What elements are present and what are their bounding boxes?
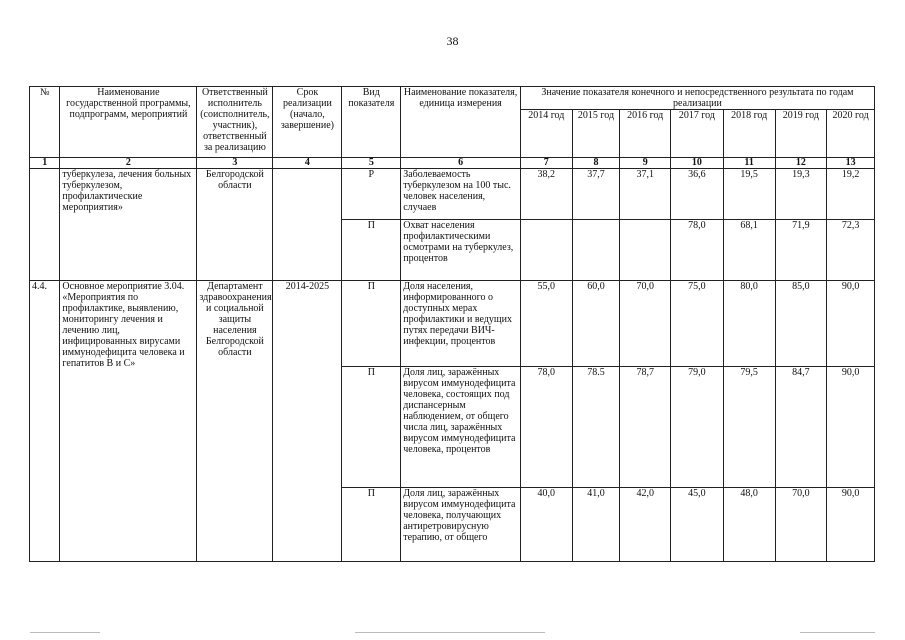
value-cell: 19,5 <box>723 169 775 220</box>
column-number: 3 <box>197 158 273 169</box>
indicator-name-cell: Доля лиц, заражённых вирусом иммунодефицита человека, состоящих под диспансерным наблюдением, от общего числа лиц, заражённых вирусом иммунодефицита человека, процентов <box>401 367 521 488</box>
indicator-name-cell: Доля населения, информированного о доступных мерах профилактики и ведущих путях передачи ВИЧ-инфекции, процентов <box>401 281 521 367</box>
value-cell: 90,0 <box>827 367 875 488</box>
value-cell: 84,7 <box>775 367 827 488</box>
row-number-cell <box>30 169 60 281</box>
value-cell: 79,5 <box>723 367 775 488</box>
value-cell: 55,0 <box>520 281 572 367</box>
year-header: 2018 год <box>723 110 775 158</box>
program-name-cell: Основное мероприятие 3.04. «Мероприятия по профилактике, выявлению, мониторингу лечения и лечению лиц, инфицированных вирусами иммунодефицита человека и гепатитов В и С» <box>60 281 197 562</box>
value-cell: 38,2 <box>520 169 572 220</box>
value-cell: 48,0 <box>723 488 775 562</box>
year-header: 2015 год <box>572 110 620 158</box>
value-cell: 40,0 <box>520 488 572 562</box>
table-header-row <box>30 87 875 110</box>
value-cell: 70,0 <box>775 488 827 562</box>
scan-edge-line <box>355 632 545 633</box>
header-program-name: Наименование государственной программы, подпрограмм, мероприятий <box>60 87 197 158</box>
value-cell: 68,1 <box>723 220 775 281</box>
value-cell: 42,0 <box>620 488 671 562</box>
value-cell: 71,9 <box>775 220 827 281</box>
value-cell <box>572 220 620 281</box>
year-header: 2016 год <box>620 110 671 158</box>
executor-cell: Департамент здравоохранения и социальной защиты населения Белгородской области <box>197 281 273 562</box>
value-cell: 19,3 <box>775 169 827 220</box>
value-cell: 36,6 <box>671 169 724 220</box>
value-cell: 19,2 <box>827 169 875 220</box>
column-numbers-row <box>30 158 875 169</box>
indicator-type-cell: П <box>342 488 401 562</box>
column-number: 10 <box>671 158 724 169</box>
column-number: 4 <box>273 158 342 169</box>
value-cell: 78,7 <box>620 367 671 488</box>
column-number: 12 <box>775 158 827 169</box>
value-cell: 90,0 <box>827 281 875 367</box>
value-cell: 45,0 <box>671 488 724 562</box>
value-cell: 78,0 <box>520 367 572 488</box>
value-cell: 60,0 <box>572 281 620 367</box>
value-cell: 37,7 <box>572 169 620 220</box>
header-indicator-name: Наименование показателя, единица измерения <box>401 87 521 158</box>
year-header: 2019 год <box>775 110 827 158</box>
value-cell: 70,0 <box>620 281 671 367</box>
value-cell: 79,0 <box>671 367 724 488</box>
value-cell: 80,0 <box>723 281 775 367</box>
header-values: Значение показателя конечного и непосредственного результата по годам реализации <box>520 87 874 110</box>
header-number: № <box>30 87 60 158</box>
header-executor: Ответственный исполнитель (соисполнитель, участник), ответственный за реализацию <box>197 87 273 158</box>
indicator-type-cell: П <box>342 281 401 367</box>
value-cell <box>520 220 572 281</box>
header-term: Срок реализации (начало, завершение) <box>273 87 342 158</box>
indicator-type-cell: П <box>342 367 401 488</box>
indicator-type-cell: П <box>342 220 401 281</box>
value-cell <box>620 220 671 281</box>
year-header: 2020 год <box>827 110 875 158</box>
indicator-type-cell: Р <box>342 169 401 220</box>
scan-edge-line <box>30 632 100 633</box>
column-number: 9 <box>620 158 671 169</box>
indicator-name-cell: Заболеваемость туберкулезом на 100 тыс. человек населения, случаев <box>401 169 521 220</box>
value-cell: 72,3 <box>827 220 875 281</box>
indicator-name-cell: Доля лиц, заражённых вирусом иммунодефицита человека, получающих антиретровирусную терапию, от общего <box>401 488 521 562</box>
column-number: 7 <box>520 158 572 169</box>
header-indicator-type: Вид показателя <box>342 87 401 158</box>
year-header: 2014 год <box>520 110 572 158</box>
executor-cell: Белгородской области <box>197 169 273 281</box>
table-row <box>30 169 875 220</box>
value-cell: 41,0 <box>572 488 620 562</box>
column-number: 2 <box>60 158 197 169</box>
scan-edge-line <box>800 632 875 633</box>
row-number-cell: 4.4. <box>30 281 60 562</box>
program-name-cell: туберкулеза, лечения больных туберкулезом, профилактические мероприятия» <box>60 169 197 281</box>
term-cell: 2014-2025 <box>273 281 342 562</box>
term-cell <box>273 169 342 281</box>
value-cell: 37,1 <box>620 169 671 220</box>
value-cell: 90,0 <box>827 488 875 562</box>
column-number: 13 <box>827 158 875 169</box>
page-number: 38 <box>446 34 459 48</box>
value-cell: 78,0 <box>671 220 724 281</box>
year-header: 2017 год <box>671 110 724 158</box>
value-cell: 78.5 <box>572 367 620 488</box>
indicator-name-cell: Охват населения профилактическими осмотрами на туберкулез, процентов <box>401 220 521 281</box>
indicators-table <box>29 86 875 562</box>
value-cell: 75,0 <box>671 281 724 367</box>
column-number: 1 <box>30 158 60 169</box>
column-number: 6 <box>401 158 521 169</box>
table-row <box>30 281 875 367</box>
column-number: 8 <box>572 158 620 169</box>
value-cell: 85,0 <box>775 281 827 367</box>
column-number: 11 <box>723 158 775 169</box>
column-number: 5 <box>342 158 401 169</box>
